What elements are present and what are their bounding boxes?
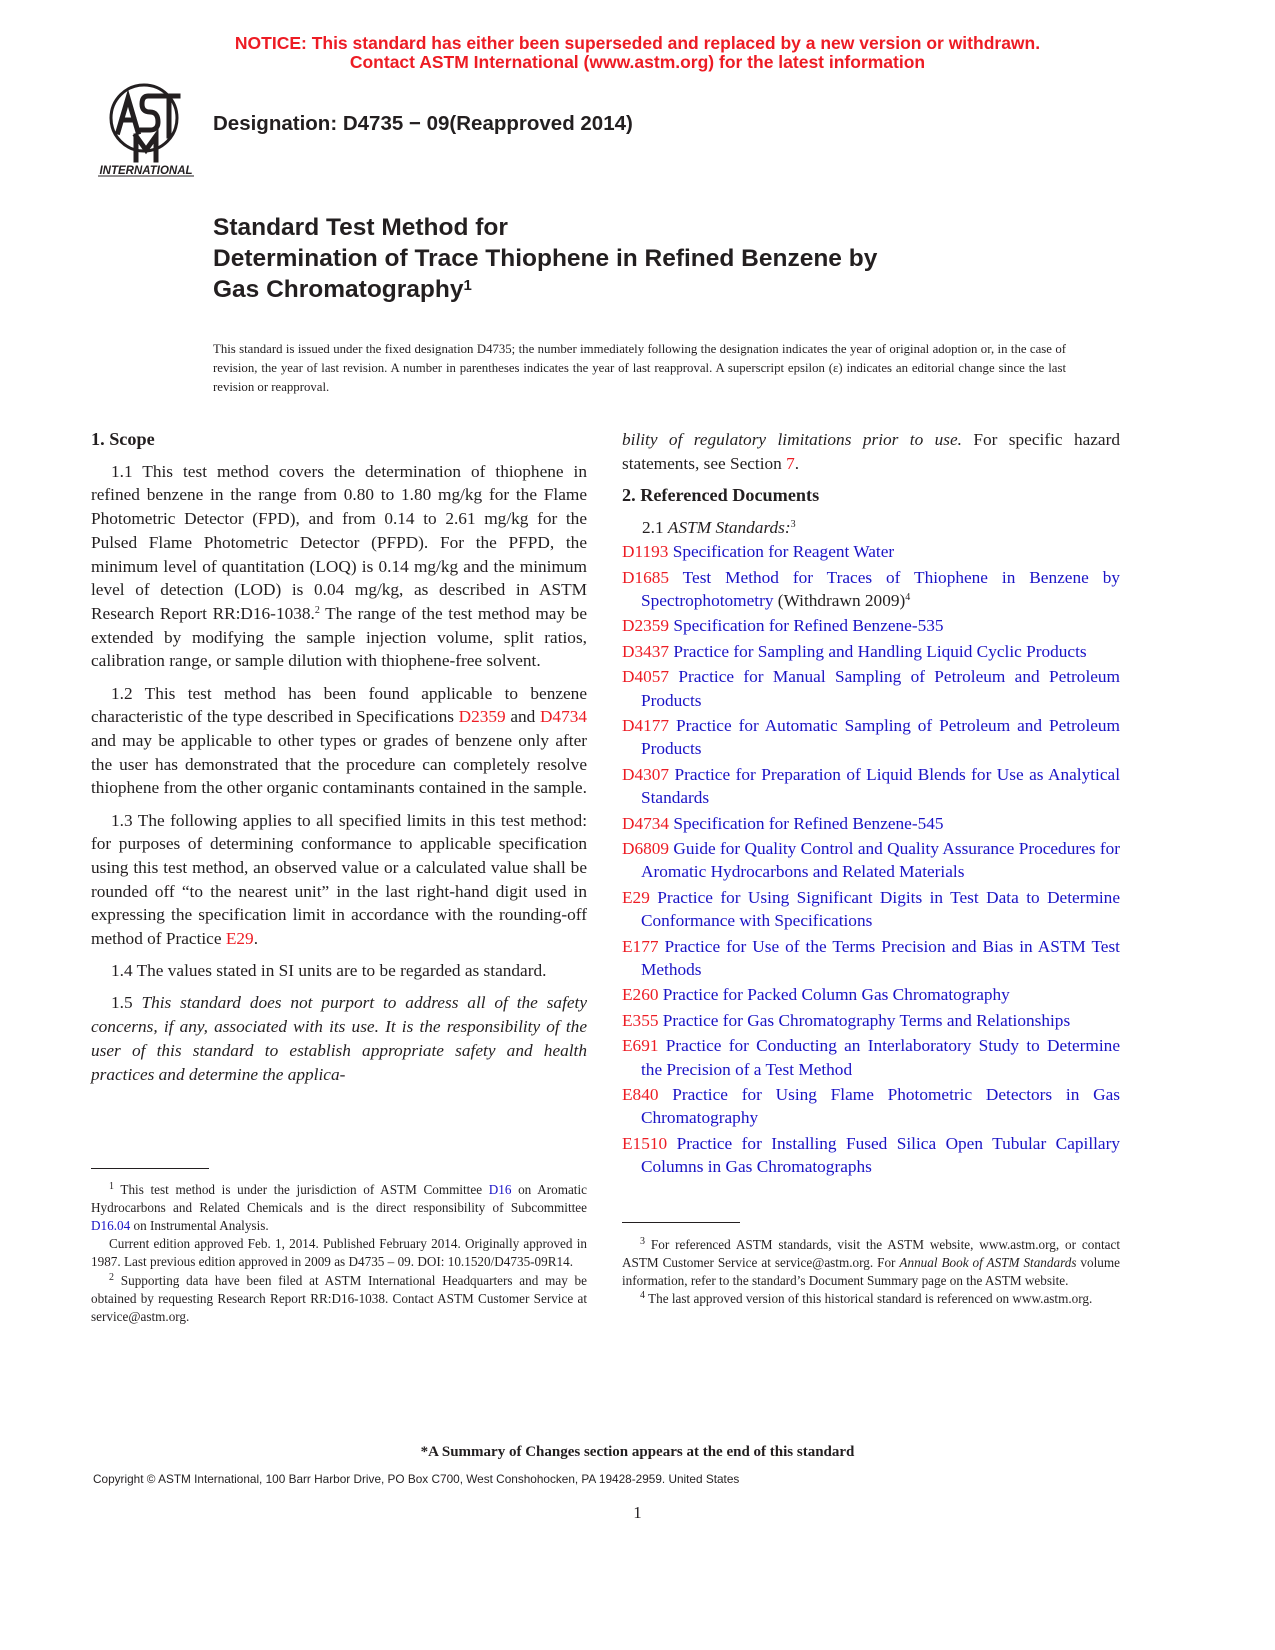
reference-code-link[interactable]: E1510 [622,1133,668,1153]
reference-title-link[interactable]: Specification for Refined Benzene-545 [669,813,944,833]
scope-1-4: 1.4 The values stated in SI units are to be regarded as standard. [111,961,547,981]
notice-line-1: NOTICE: This standard has either been superseded and replaced by a new version or withdrawn. [234,33,1041,53]
scope-1-5: 1.5 This standard does not purport to address all of the safety concerns, if any, associated with its use. It is the responsibility of the user of this standard to establish appropriate safety and health practices and determine the applica- [91,993,588,1084]
reference-code-link[interactable]: E177 [622,936,659,956]
link-d2359[interactable]: D2359 [458,707,506,727]
reference-code-link[interactable]: E840 [622,1084,659,1104]
scope-1-1: 1.1 This test method covers the determination of thiophene in refined benzene in the range from 0.80 to 1.80 mg/kg for the Flame Photometric Detector (FPD), and from 0.14 to 2.61 mg/kg for the Pulsed Flame Photometric Detector (PFPD). For the PFPD, the minimum level of quantitation (LOQ) is 0.14 mg/kg and the minimum level of detection (LOD) is 0.04 mg/kg, as described in ASTM Research Report RR:D16-1038.$^2$ The range of the test method may be extended by modifying the sample injection volume, split ratios, calibration range, or sample dilution with thiophene-free solvent. [91,461,587,671]
reference-title-link[interactable]: Test Method for Traces of Thiophene in Benzene by Spectrophotometry [641,567,1120,611]
link-d16[interactable]: D16 [488,1182,512,1197]
reference-footnote-mark: 4 [905,592,911,604]
reference-item [622,566,1120,613]
scope-1-5-continued: bility of regulatory limitations prior to use. For specific hazard statements, see Section 7. [622,430,1120,473]
reference-code-link[interactable]: D4177 [622,715,670,735]
reference-title-link[interactable]: Guide for Quality Control and Quality Assurance Procedures for Aromatic Hydrocarbons and Related Materials [641,838,1120,882]
link-section-7[interactable]: 7 [786,453,795,473]
reference-note: (Withdrawn 2009) [773,591,906,611]
reference-code-link[interactable]: E355 [622,1010,659,1030]
footnote-rule-right [622,1222,740,1223]
reference-code-link[interactable]: E691 [622,1035,659,1055]
copyright: Copyright © ASTM International, 100 Barr Harbor Drive, PO Box C700, West Conshohocken, PA 19428-2959. United States [93,1472,740,1486]
footnotes-right [622,1236,1120,1309]
reference-code-link[interactable]: D6809 [622,838,670,858]
reference-title-link[interactable]: Practice for Using Flame Photometric Detectors in Gas Chromatography [641,1084,1120,1128]
reference-item [622,1009,1120,1033]
title-footnote-mark: 1 [463,277,472,294]
footnotes-left [91,1181,587,1326]
reference-item [622,1034,1120,1081]
footnote-rule-left [91,1168,209,1169]
reference-item [622,763,1120,810]
reference-title-link[interactable]: Practice for Gas Chromatography Terms and Relationships [658,1010,1071,1030]
reference-item [622,665,1120,712]
reference-code-link[interactable]: D4307 [622,764,670,784]
reference-item [622,1083,1120,1130]
logo-wordmark: INTERNATIONAL [99,165,193,177]
title-line-1: Standard Test Method for [213,214,508,241]
scope-1-3: 1.3 The following applies to all specified limits in this test method: for purposes of determining conformance to applicable specification using this test method, an observed value or a calculated value shall be rounded off “to the nearest unit” in the last right-hand digit used in expressing the specification limit in accordance with the rounding-off method of Practice E29. [91,810,587,949]
scope-heading: 1. Scope [91,429,155,449]
reference-item [622,837,1120,884]
reference-item [622,640,1120,664]
reference-title-link[interactable]: Practice for Installing Fused Silica Open Tubular Capillary Columns in Gas Chromatographs [641,1133,1120,1177]
reference-item [622,886,1120,933]
astm-international-logo [96,80,196,178]
reference-code-link[interactable]: D1193 [622,542,669,562]
footnote-4: $^4$ The last approved version of this historical standard is referenced on www.astm.org. [640,1290,1093,1307]
reference-title-link[interactable]: Practice for Manual Sampling of Petroleum and Petroleum Products [641,666,1120,710]
scope-1-2: 1.2 This test method has been found applicable to benzene characteristic of the type described in Specifications D2359 and D4734 and may be applicable to other types or grades of benzene only after the user has demonstrated that the procedure can completely resolve thiophene from the other organic contaminants contained in the sample. [91,683,587,798]
left-column [91,428,587,1095]
reference-item [622,540,1120,564]
reference-item [622,983,1120,1007]
reference-title-link[interactable]: Specification for Reagent Water [668,542,895,562]
supersession-notice [0,34,1275,72]
reference-title-link[interactable]: Practice for Use of the Terms Precision and Bias in ASTM Test Methods [641,936,1120,980]
footnote-3: $^3$ For referenced ASTM standards, visit the ASTM website, www.astm.org, or contact ASTM Customer Service at service@astm.org. For Annual Book of ASTM Standards volume information, refer to the standard’s Document Summary page on the ASTM website. [622,1236,1120,1288]
title-line-2: Determination of Trace Thiophene in Refined Benzene by [213,245,878,272]
reference-code-link[interactable]: D1685 [622,567,670,587]
reference-item [622,614,1120,638]
reference-title-link[interactable]: Practice for Using Significant Digits in Test Data to Determine Conformance with Specifications [641,887,1120,931]
footnote-1: $^1$ This test method is under the jurisdiction of ASTM Committee D16 on Aromatic Hydrocarbons and Related Chemicals and is the direct responsibility of Subcommittee D16.04 on Instrumental Analysis. [91,1181,587,1233]
issuance-note: This standard is issued under the fixed designation D4735; the number immediately following the designation indicates the year of original adoption or, in the case of revision, the year of last revision. A number in parentheses indicates the year of last reapproval. A superscript epsilon (ε) indicates an editorial change since the last revision or reapproval. [213,342,1066,394]
right-column [622,428,1120,1181]
link-d16-04[interactable]: D16.04 [91,1217,131,1233]
reference-code-link[interactable]: D2359 [622,616,670,636]
referenced-standards-list [622,540,1120,1179]
link-d4734[interactable]: D4734 [539,707,587,727]
reference-title-link[interactable]: Practice for Automatic Sampling of Petroleum and Petroleum Products [641,715,1120,759]
summary-of-changes-note: *A Summary of Changes section appears at the end of this standard [420,1444,855,1460]
reference-code-link[interactable]: D4057 [622,666,670,686]
reference-item [622,812,1120,836]
reference-code-link[interactable]: E260 [622,985,659,1005]
reference-title-link[interactable]: Practice for Conducting an Interlaboratory Study to Determine the Precision of a Test Method [641,1035,1120,1079]
reference-title-link[interactable]: Practice for Packed Column Gas Chromatography [658,985,1010,1005]
reference-title-link[interactable]: Specification for Refined Benzene-535 [669,616,944,636]
reference-code-link[interactable]: E29 [622,887,650,907]
notice-line-2: Contact ASTM International (www.astm.org) for the latest information [349,52,926,72]
footnote-1-edition: Current edition approved Feb. 1, 2014. Published February 2014. Originally approved in 1987. Last previous edition approved in 2009 as D4735 – 09. DOI: 10.1520/D4735-09R14. [91,1236,587,1270]
designation: Designation: D4735 − 09(Reapproved 2014) [213,112,633,135]
title-line-3: Gas Chromatography$^1$ [213,276,472,303]
reference-code-link[interactable]: D3437 [622,641,670,661]
reference-item [622,1132,1120,1179]
reference-title-link[interactable]: Practice for Preparation of Liquid Blends for Use as Analytical Standards [641,764,1120,808]
reference-title-link[interactable]: Practice for Sampling and Handling Liquid Cyclic Products [669,641,1087,661]
page-number: 1 [633,1503,642,1522]
reference-item [622,935,1120,982]
link-e29[interactable]: E29 [225,929,254,949]
astm-standards-subheading: 2.1 ASTM Standards:$^3$ [642,517,796,537]
reference-code-link[interactable]: D4734 [622,813,670,833]
reference-item [622,714,1120,761]
footnote-2: $^2$ Supporting data have been filed at ASTM International Headquarters and may be obtained by requesting Research Report RR:D16-1038. Contact ASTM Customer Service at service@astm.org. [91,1271,587,1324]
document-title [213,212,1113,305]
referenced-documents-heading: 2. Referenced Documents [622,484,820,505]
